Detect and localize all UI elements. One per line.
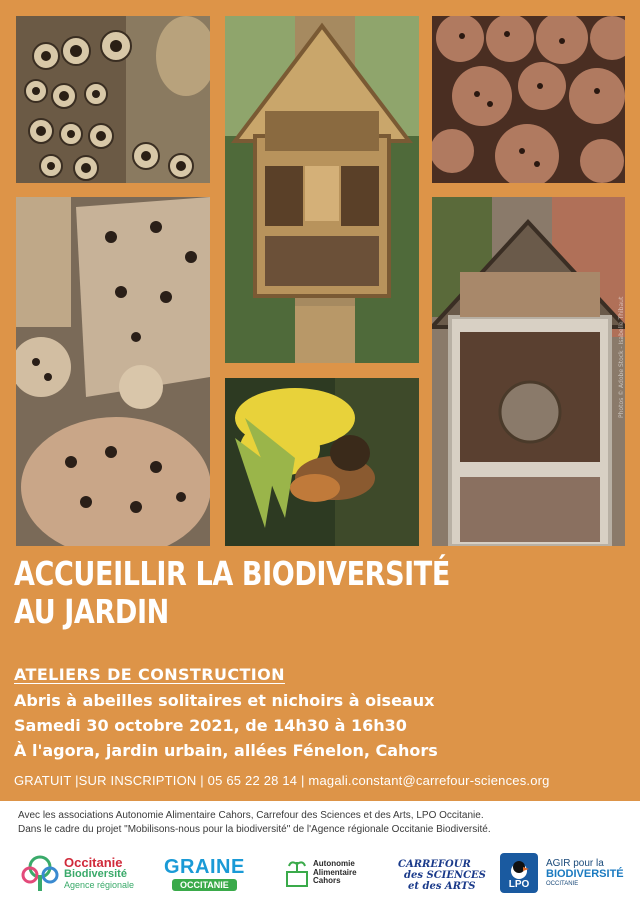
plant-icon — [285, 858, 309, 888]
title-line-1: ACCUEILLIR LA BIODIVERSITÉ — [14, 554, 450, 593]
logo-agir-l1: AGIR pour la — [546, 857, 604, 869]
logo-occitanie-sub1: Biodiversité — [64, 868, 127, 881]
logo-graine-sub: OCCITANIE — [172, 879, 237, 891]
logo-lpo-name: LPO — [508, 879, 530, 890]
logo-carrefour-l2: des SCIENCES — [404, 869, 486, 881]
photo-insect-hotel-large — [432, 197, 625, 546]
puffin-icon — [508, 859, 530, 879]
event-location: À l'agora, jardin urbain, allées Fénelon, Cahors — [14, 741, 438, 760]
logo-carrefour-l3: et des ARTS — [408, 880, 476, 892]
photo-log-holes-top — [432, 16, 625, 183]
logo-graine-name: GRAINE — [164, 855, 245, 878]
partners-line-2: Dans le cadre du projet "Mobilisons-nous pour la biodiversité" de l'Agence régionale Occitanie Biodiversité. — [18, 824, 491, 835]
photo-credit: Photos © Adobe Stock - Isabelle Thibaut — [618, 296, 625, 418]
title-line-2: AU JARDIN — [14, 592, 169, 631]
logo-carrefour-sciences — [398, 851, 486, 899]
logo-occitanie-name: Occitanie — [64, 854, 123, 870]
partners-line-1: Avec les associations Autonomie Alimentaire Cahors, Carrefour des Sciences et des Arts, LPO Occitanie. — [18, 810, 484, 821]
event-date: Samedi 30 octobre 2021, de 14h30 à 16h30 — [14, 716, 407, 735]
logo-occitanie-biodiversite — [20, 849, 134, 897]
logo-lpo — [500, 849, 538, 897]
photo-bee-flower — [225, 378, 419, 546]
logo-autonomie-alimentaire — [285, 849, 357, 897]
event-topic: Abris à abeilles solitaires et nichoirs à oiseaux — [14, 691, 435, 710]
logo-agir-l2: BIODIVERSITÉ — [546, 868, 624, 881]
logo-autonomie-l2: Alimentaire — [313, 867, 357, 877]
tree-icon — [20, 853, 60, 893]
logo-occitanie-sub2: Agence régionale — [64, 879, 135, 890]
page-title — [14, 555, 506, 631]
photo-bamboo-tubes — [16, 16, 210, 183]
logo-agir-l3: OCCITANIE — [546, 880, 579, 887]
workshop-subtitle: ATELIERS DE CONSTRUCTION — [14, 665, 285, 684]
logo-autonomie-l3: Cahors — [313, 876, 341, 886]
partners-text — [18, 809, 628, 837]
contact-line: GRATUIT |SUR INSCRIPTION | 05 65 22 28 14 | magali.constant@carrefour-sciences.org — [14, 773, 550, 788]
logo-agir-biodiversite — [546, 849, 624, 897]
event-details — [14, 688, 634, 763]
photo-insect-hotel-small — [225, 16, 419, 363]
logo-carrefour-l1: CARREFOUR — [398, 858, 471, 870]
logo-autonomie-l1: Autonomie — [313, 859, 355, 869]
photo-wood-logs-holes — [16, 197, 210, 546]
partners-footer — [0, 801, 640, 905]
logo-graine — [164, 849, 245, 897]
